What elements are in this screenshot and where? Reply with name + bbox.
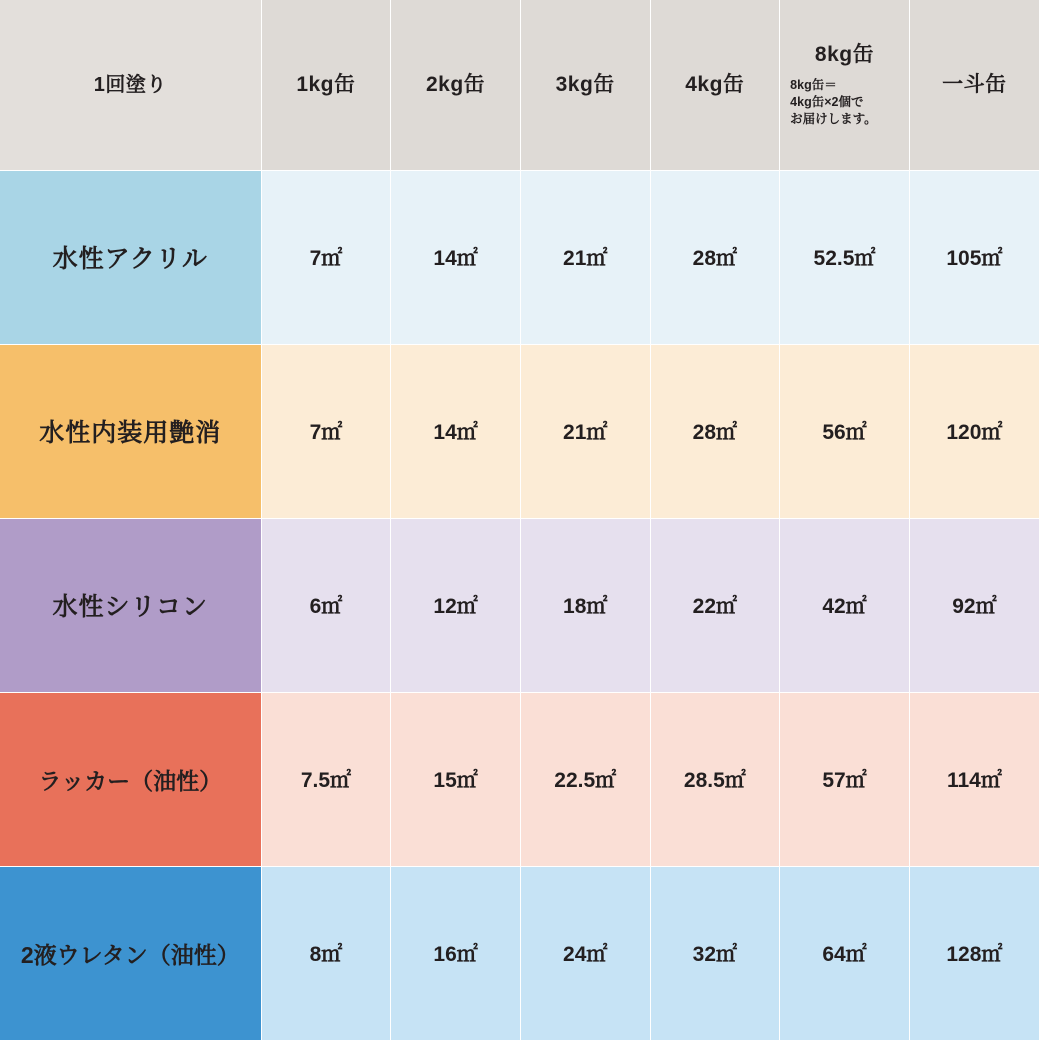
row-label-acrylic: 水性アクリル [0, 170, 261, 344]
coverage-cell: 128㎡ [909, 866, 1039, 1040]
table-body [0, 170, 1039, 1040]
coverage-cell: 7.5㎡ [261, 692, 391, 866]
coverage-cell: 28.5㎡ [650, 692, 780, 866]
column-header-2kg [391, 0, 521, 170]
coverage-cell: 14㎡ [391, 170, 521, 344]
table-row [0, 692, 1039, 866]
table-row [0, 518, 1039, 692]
coverage-cell: 32㎡ [650, 866, 780, 1040]
header-corner-label [0, 0, 261, 170]
coverage-cell: 15㎡ [391, 692, 521, 866]
coverage-cell: 57㎡ [780, 692, 910, 866]
column-header-4kg [650, 0, 780, 170]
coverage-cell: 28㎡ [650, 344, 780, 518]
coverage-cell: 24㎡ [520, 866, 650, 1040]
column-header-label: 1kg缶 [296, 73, 356, 97]
coverage-cell: 42㎡ [780, 518, 910, 692]
table-row [0, 866, 1039, 1040]
coverage-cell: 21㎡ [520, 170, 650, 344]
column-header-label: 8kg缶 [814, 42, 875, 66]
table-row [0, 170, 1039, 344]
column-header-note: 8kg缶＝ 4kg缶×2個で お届けします。 [790, 78, 877, 126]
coverage-cell: 22.5㎡ [520, 692, 650, 866]
column-header-3kg [520, 0, 650, 170]
table-header [0, 0, 1039, 170]
column-header-label: 4kg缶 [685, 73, 745, 97]
row-label-interior-matte: 水性内装用艶消 [0, 344, 261, 518]
column-header-label: 3kg缶 [555, 73, 615, 97]
coverage-cell: 105㎡ [909, 170, 1039, 344]
coverage-cell: 114㎡ [909, 692, 1039, 866]
row-label-silicone: 水性シリコン [0, 518, 261, 692]
coverage-cell: 56㎡ [780, 344, 910, 518]
column-header-itto [909, 0, 1039, 170]
coverage-cell: 120㎡ [909, 344, 1039, 518]
coverage-cell: 22㎡ [650, 518, 780, 692]
coverage-cell: 28㎡ [650, 170, 780, 344]
row-label-2k-urethane: 2液ウレタン（油性） [0, 866, 261, 1040]
column-header-8kg [780, 0, 910, 170]
column-header-label: 2kg缶 [425, 73, 486, 97]
coverage-cell: 12㎡ [391, 518, 521, 692]
corner-label-text: 1回塗り [93, 73, 167, 96]
table-row [0, 344, 1039, 518]
coverage-cell: 7㎡ [261, 344, 391, 518]
coverage-cell: 64㎡ [780, 866, 910, 1040]
column-header-1kg [261, 0, 391, 170]
coverage-cell: 21㎡ [520, 344, 650, 518]
coverage-cell: 8㎡ [261, 866, 391, 1040]
header-row [0, 0, 1039, 170]
coverage-cell: 6㎡ [261, 518, 391, 692]
coverage-cell: 18㎡ [520, 518, 650, 692]
coverage-cell: 14㎡ [391, 344, 521, 518]
coverage-cell: 16㎡ [391, 866, 521, 1040]
coverage-cell: 92㎡ [909, 518, 1039, 692]
coverage-cell: 52.5㎡ [780, 170, 910, 344]
column-header-label: 一斗缶 [942, 73, 1007, 97]
coverage-cell: 7㎡ [261, 170, 391, 344]
row-label-lacquer: ラッカー（油性） [0, 692, 261, 866]
